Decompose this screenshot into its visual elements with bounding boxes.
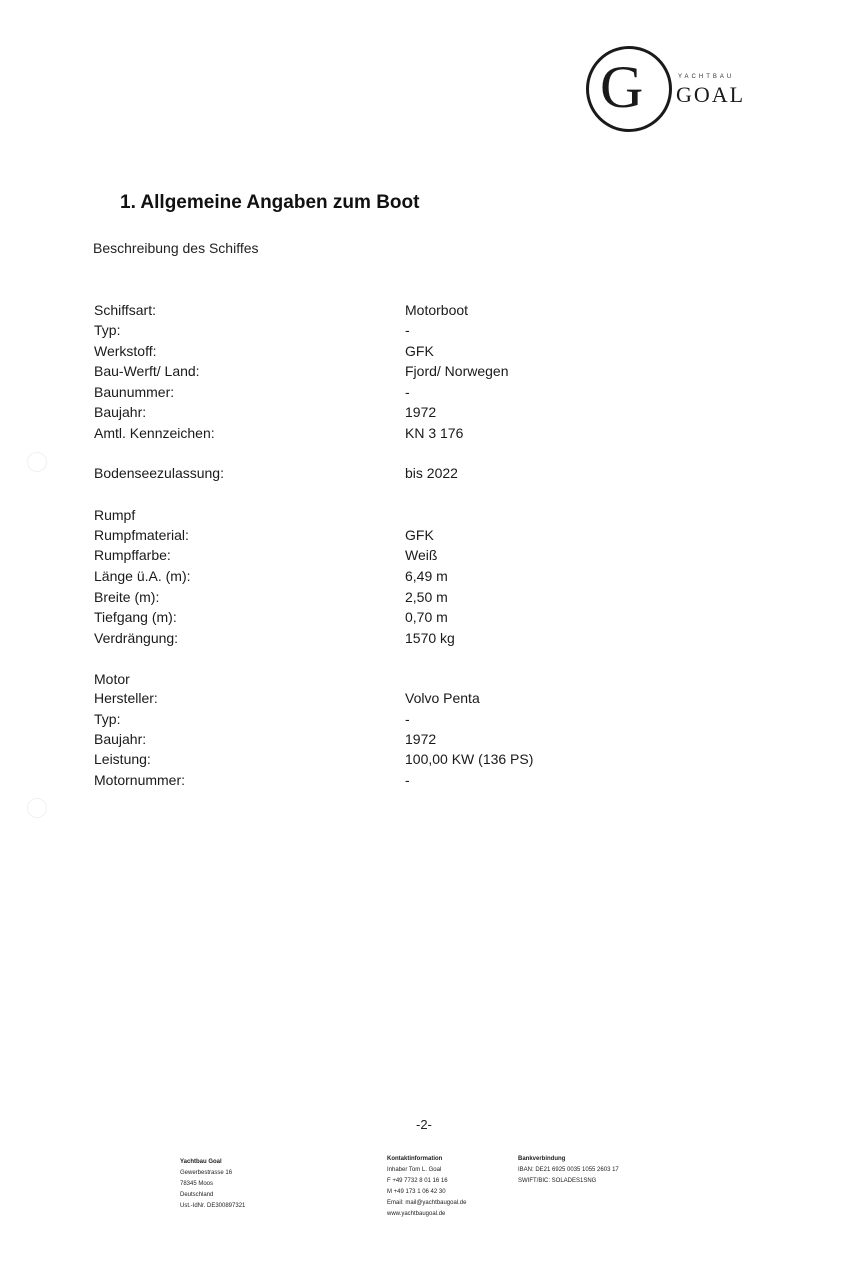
spec-label: Rumpffarbe: [94, 547, 171, 563]
spec-label: Baujahr: [94, 731, 147, 747]
spec-row [94, 384, 614, 404]
footer-line: Inhaber Tom L. Goal [387, 1167, 442, 1173]
spec-value: 2,50 m [405, 589, 448, 605]
spec-label: Tiefgang (m): [94, 609, 177, 625]
footer-line: Email: mail@yachtbaugoal.de [387, 1200, 467, 1206]
spec-row [94, 343, 614, 363]
spec-row [94, 630, 614, 650]
spec-label: Bodenseezulassung: [94, 465, 224, 481]
spec-row [94, 609, 614, 629]
company-logo [586, 46, 762, 138]
spec-value: 0,70 m [405, 609, 448, 625]
group-heading-engine: Motor [94, 671, 130, 687]
footer-company-name: Yachtbau Goal [180, 1159, 222, 1165]
spec-row [94, 322, 614, 342]
spec-row [94, 425, 614, 445]
footer-line: IBAN: DE21 6925 0035 1055 2603 17 [518, 1167, 619, 1173]
footer-contact [387, 1154, 466, 1220]
spec-value: 1570 kg [405, 630, 455, 646]
spec-label: Typ: [94, 322, 121, 338]
spec-label: Baunummer: [94, 384, 175, 400]
spec-row [94, 772, 614, 792]
spec-label: Hersteller: [94, 690, 158, 706]
spec-label: Werkstoff: [94, 343, 157, 359]
group-heading-hull: Rumpf [94, 507, 136, 523]
spec-row [94, 751, 614, 771]
spec-value: - [405, 711, 410, 727]
spec-label: Länge ü.A. (m): [94, 568, 191, 584]
subtitle: Beschreibung des Schiffes [93, 240, 259, 256]
spec-value: - [405, 384, 410, 400]
spec-label: Schiffsart: [94, 302, 156, 318]
spec-value: - [405, 322, 410, 338]
spec-row [94, 589, 614, 609]
spec-label: Verdrängung: [94, 630, 179, 646]
spec-label: Baujahr: [94, 404, 147, 420]
spec-value: Motorboot [405, 302, 469, 318]
footer-contact-heading: Kontaktinformation [387, 1156, 443, 1162]
spec-row [94, 465, 614, 485]
spec-row [94, 363, 614, 383]
spec-value: 6,49 m [405, 568, 448, 584]
spec-label: Leistung: [94, 751, 151, 767]
spec-value: 1972 [405, 404, 437, 420]
spec-row [94, 302, 614, 322]
logo-letter: G [600, 54, 644, 120]
page-number: -2- [416, 1117, 432, 1132]
spec-label: Motornummer: [94, 772, 186, 788]
footer-line: F +49 7732 8 01 16 16 [387, 1178, 448, 1184]
section-title: 1. Allgemeine Angaben zum Boot [120, 192, 420, 213]
footer-line: SWIFT/BIC: SOLADES1SNG [518, 1178, 597, 1184]
spec-value: bis 2022 [405, 465, 458, 481]
spec-label: Rumpfmaterial: [94, 527, 189, 543]
punch-hole-mark [27, 798, 47, 818]
footer-bank [518, 1154, 619, 1187]
spec-value: Weiß [405, 547, 438, 563]
footer-line: 78345 Moos [180, 1181, 214, 1187]
spec-value: 100,00 KW (136 PS) [405, 751, 534, 767]
spec-row [94, 547, 614, 567]
spec-row [94, 568, 614, 588]
footer-company [180, 1157, 245, 1212]
spec-label: Breite (m): [94, 589, 160, 605]
punch-hole-mark [27, 452, 47, 472]
footer-line: Ust.-IdNr. DE300897321 [180, 1203, 246, 1209]
footer-line: Deutschland [180, 1192, 214, 1198]
logo-word: GOAL [676, 82, 746, 107]
footer-line: www.yachtbaugoal.de [387, 1211, 446, 1217]
spec-row [94, 711, 614, 731]
footer-line: M +49 173 1 06 42 30 [387, 1189, 446, 1195]
spec-value: GFK [405, 527, 434, 543]
spec-label: Typ: [94, 711, 121, 727]
spec-value: 1972 [405, 731, 437, 747]
spec-row [94, 527, 614, 547]
spec-label: Amtl. Kennzeichen: [94, 425, 215, 441]
spec-value: - [405, 772, 410, 788]
footer-line: Gewerbestrasse 16 [180, 1170, 233, 1176]
spec-value: Volvo Penta [405, 690, 480, 706]
spec-label: Bau-Werft/ Land: [94, 363, 200, 379]
spec-row [94, 404, 614, 424]
logo-small-text: YACHTBAU [678, 74, 735, 80]
footer-bank-heading: Bankverbindung [518, 1156, 566, 1162]
spec-value: GFK [405, 343, 434, 359]
spec-row [94, 731, 614, 751]
spec-row [94, 690, 614, 710]
spec-value: KN 3 176 [405, 425, 464, 441]
spec-value: Fjord/ Norwegen [405, 363, 509, 379]
